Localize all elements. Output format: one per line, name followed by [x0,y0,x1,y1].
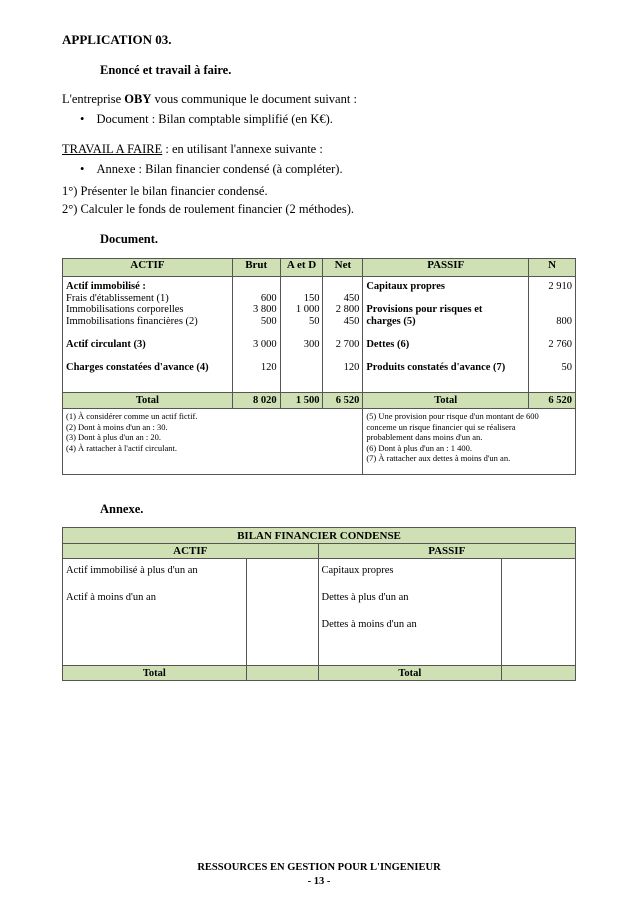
net-value [326,281,359,293]
notes-left [63,409,363,475]
net-value: 2 800 [335,304,360,315]
bullet-document [80,112,333,127]
total-aetd: 1 500 [280,393,323,409]
annexe-header-actif: ACTIF [63,544,319,559]
n-value [532,293,572,305]
net-value: 120 [343,361,360,373]
brut-column [232,277,280,393]
intro-after: vous communique le document suivant : [151,92,357,106]
brut-value: 500 [260,315,277,327]
passif-line: Produits constatés d'avance (7) [366,361,506,373]
note-line: (6) Dont à plus d'un an : 1 400. [366,442,472,453]
n-value: 50 [561,361,572,373]
brut-value: 3 800 [252,304,277,315]
page-number: - 13 - [307,876,331,887]
net-value: 450 [343,292,360,304]
annexe-actif-items [63,559,247,666]
passif-line: Dettes (6) [366,338,410,350]
annexe-total-actif-label: Total [63,666,247,681]
brut-value [236,281,277,293]
bilan-financier-table [62,527,576,681]
company-name: OBY [124,92,152,106]
annexe-passif-item: Dettes à moins d'un an [321,619,417,630]
n-value [532,304,572,316]
bilan-comptable-table [62,258,576,475]
passif-line: Provisions pour risques et [366,304,483,315]
brut-value [236,350,277,362]
passif-line [366,350,525,362]
net-value [326,350,359,362]
document-label: Document. [100,232,158,246]
header-actif: ACTIF [63,259,233,277]
question-2: 2°) Calculer le fonds de roulement financier (2 méthodes). [62,202,355,216]
total-row [63,393,576,409]
passif-line: charges (5) [366,315,416,327]
net-value: 450 [343,315,360,327]
annexe-actif-amount-cell[interactable] [246,559,318,666]
total-net: 6 520 [323,393,363,409]
total-label: Total [63,393,233,409]
passif-column [363,277,529,393]
notes-right [363,409,576,475]
n-value: 2 760 [548,338,572,350]
bullet-annexe [80,162,343,177]
note-line: conceme un risque financier qui se réalisera [366,421,516,432]
travail-line [62,142,323,157]
total-n: 6 520 [529,393,576,409]
brut-value [236,327,277,339]
annexe-label: Annexe. [100,502,144,516]
intro-text [62,92,357,107]
annexe-total-passif-cell[interactable] [502,666,576,681]
annexe-passif-items [318,559,502,666]
header-net: Net [323,259,363,277]
aetd-value [284,362,320,374]
n-column [529,277,576,393]
note-line: (1) À considérer comme un actif fictif. [66,411,198,421]
header-n: N [529,259,576,277]
brut-value: 600 [260,292,277,304]
aetd-value: 1 000 [295,304,320,315]
n-value: 800 [556,315,572,327]
annexe-total-passif-label: Total [318,666,502,681]
actif-line: Charges constatées d'avance (4) [66,361,209,373]
note-line: probablement dans moins d'un an. [366,432,483,442]
travail-rest: : en utilisant l'annexe suivante : [162,142,323,156]
annexe-total-actif-cell[interactable] [246,666,318,681]
annexe-title: BILAN FINANCIER CONDENSE [63,528,576,544]
application-heading: APPLICATION 03. [62,32,172,47]
aetd-value [284,281,320,293]
actif-line: Immobilisations corporelles [66,304,184,315]
footer-title: RESSOURCES EN GESTION POUR L'INGENIEUR [197,862,441,873]
aetd-value [284,350,320,362]
bullet-icon: • [80,112,85,126]
net-value: 2 700 [335,338,360,350]
actif-line: Immobilisations financières (2) [66,315,198,327]
n-value [532,327,572,339]
net-value [326,327,359,339]
note-line: (7) À rattacher aux dettes à moins d'un an. [366,453,511,463]
total-label-passif: Total [363,393,529,409]
annexe-passif-item: Dettes à plus d'un an [321,592,409,603]
net-column [323,277,363,393]
brut-value: 3 000 [252,338,277,350]
bullet-annexe-text: Annexe : Bilan financier condensé (à compléter). [96,162,343,176]
annexe-passif-amount-cell[interactable] [502,559,576,666]
header-aetd: A et D [280,259,323,277]
travail-label: TRAVAIL A FAIRE [62,142,163,156]
actif-column [63,277,233,393]
bullet-document-text: Document : Bilan comptable simplifié (en K€). [96,112,333,126]
actif-line [66,350,229,362]
annexe-header-passif: PASSIF [318,544,576,559]
actif-line: Frais d'établissement (1) [66,292,169,304]
bullet-icon: • [80,162,85,176]
aetd-value: 150 [303,292,320,304]
annexe-actif-item: Actif immobilisé à plus d'un an [66,565,198,576]
note-line: (3) Dont à plus d'un an : 20. [66,432,162,442]
brut-value: 120 [260,361,277,373]
aetd-column [280,277,323,393]
passif-line [366,327,525,339]
n-value [532,350,572,362]
header-brut: Brut [232,259,280,277]
annexe-actif-item: Actif à moins d'un an [66,592,156,603]
note-line: (2) Dont à moins d'un an : 30. [66,421,168,432]
annexe-total-row [63,666,576,681]
aetd-value [284,327,320,339]
n-value: 2 910 [548,281,572,292]
annexe-passif-item: Capitaux propres [321,565,394,576]
aetd-value: 300 [303,338,320,350]
actif-line: Actif circulant (3) [66,338,146,350]
total-brut: 8 020 [232,393,280,409]
header-passif: PASSIF [363,259,529,277]
aetd-value: 50 [308,315,320,327]
actif-line: Actif immobilisé : [66,281,146,292]
note-line: (4) À rattacher à l'actif circulant. [66,442,178,453]
intro-before: L'entreprise [62,92,125,106]
passif-line [366,293,525,305]
question-1: 1°) Présenter le bilan financier condensé. [62,184,268,198]
note-line: (5) Une provision pour risque d'un montant de 600 [366,411,539,421]
passif-line: Capitaux propres [366,281,446,292]
actif-line [66,327,229,339]
subheading: Enoncé et travail à faire. [100,63,232,77]
